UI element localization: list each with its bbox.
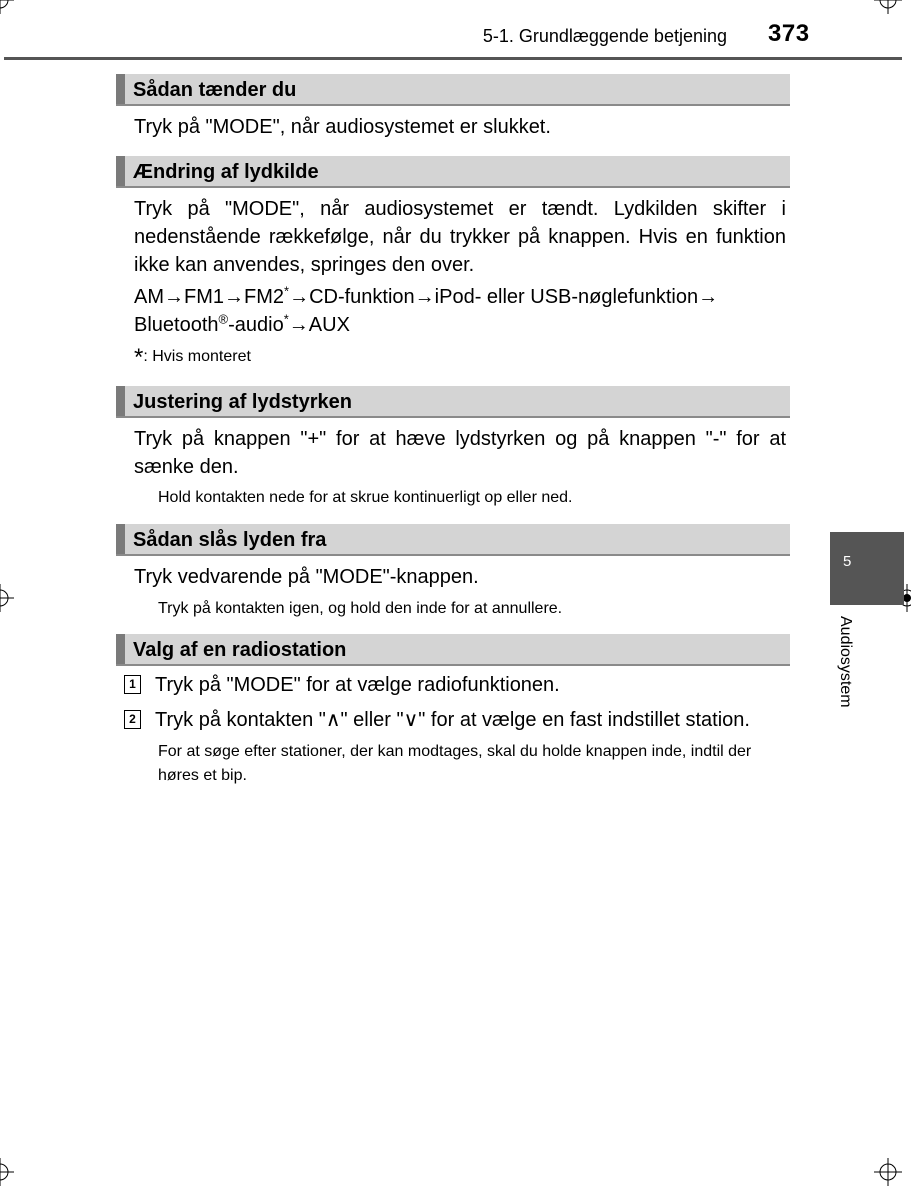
section-heading [116, 156, 790, 188]
section-heading-text: Justering af lydstyrken [133, 391, 352, 413]
paragraph: Tryk på "MODE", når audiosystemet er slukket. [134, 116, 551, 138]
heading-accent-bar [116, 634, 125, 664]
supplementary-note: Tryk på kontakten igen, og hold den inde for at annullere. [158, 600, 563, 617]
chapter-label: Audiosystem [837, 616, 854, 708]
supplementary-note: Hold kontakten nede for at skrue kontinuerligt op eller ned. [158, 489, 573, 506]
step-number: 2 [124, 710, 141, 729]
sequence-part: Bluetooth [134, 314, 219, 336]
footnote [134, 344, 251, 372]
registration-mark-icon [0, 584, 14, 612]
sequence-part: -audio [228, 314, 284, 336]
step-text: Tryk på kontakten "∧" eller "∨" for at vælge en fast indstillet station. [155, 709, 750, 731]
section-heading [116, 634, 790, 666]
section-heading-text: Sådan tænder du [133, 79, 297, 101]
registered-mark: ® [218, 311, 229, 327]
heading-accent-bar [116, 386, 125, 416]
heading-accent-bar [116, 156, 125, 186]
asterisk-mark: * [284, 283, 290, 299]
supplementary-note: For at søge efter stationer, der kan modtages, skal du holde knappen inde, indtil der høres et bip. [158, 743, 752, 784]
heading-accent-bar [116, 74, 125, 104]
asterisk-mark: * [134, 344, 144, 371]
source-sequence [134, 283, 786, 339]
header-divider [4, 57, 902, 60]
sequence-part: →AUX [288, 314, 350, 336]
step-number: 1 [124, 675, 141, 694]
sequence-part: AM→FM1→FM2 [134, 286, 284, 308]
section-heading-text: Valg af en radiostation [133, 639, 347, 661]
registration-mark-icon [874, 1158, 902, 1186]
sequence-part: →CD-funktion→iPod- eller USB-nøglefunktion→ [289, 286, 719, 308]
step-text: Tryk på "MODE" for at vælge radiofunktionen. [155, 674, 560, 696]
paragraph: Tryk på "MODE", når audiosystemet er tændt. Lydkilden skifter i nedenstående rækkefølge, når du trykker på knappen. Hvis en funktion ikke kan anvendes, springes den over. [134, 198, 786, 276]
section-heading-text: Sådan slås lyden fra [133, 529, 327, 551]
section-heading [116, 74, 790, 106]
asterisk-mark: * [283, 311, 289, 327]
registration-mark-icon [0, 1158, 14, 1186]
registration-mark-icon [874, 0, 902, 14]
footnote-text: : Hvis monteret [143, 348, 251, 365]
chapter-number: 5 [843, 553, 852, 570]
running-header: 5-1. Grundlæggende betjening [482, 26, 727, 46]
step-item [124, 674, 560, 697]
paragraph: Tryk vedvarende på "MODE"-knappen. [134, 566, 479, 588]
registration-mark-icon [0, 0, 14, 14]
section-heading-text: Ændring af lydkilde [133, 161, 319, 183]
section-heading [116, 524, 790, 556]
paragraph: Tryk på knappen "+" for at hæve lydstyrken og på knappen "-" for at sænke den. [134, 428, 786, 478]
heading-accent-bar [116, 524, 125, 554]
step-item [124, 707, 750, 732]
section-heading [116, 386, 790, 418]
chapter-tab [830, 532, 904, 605]
page-number: 373 [768, 20, 810, 47]
